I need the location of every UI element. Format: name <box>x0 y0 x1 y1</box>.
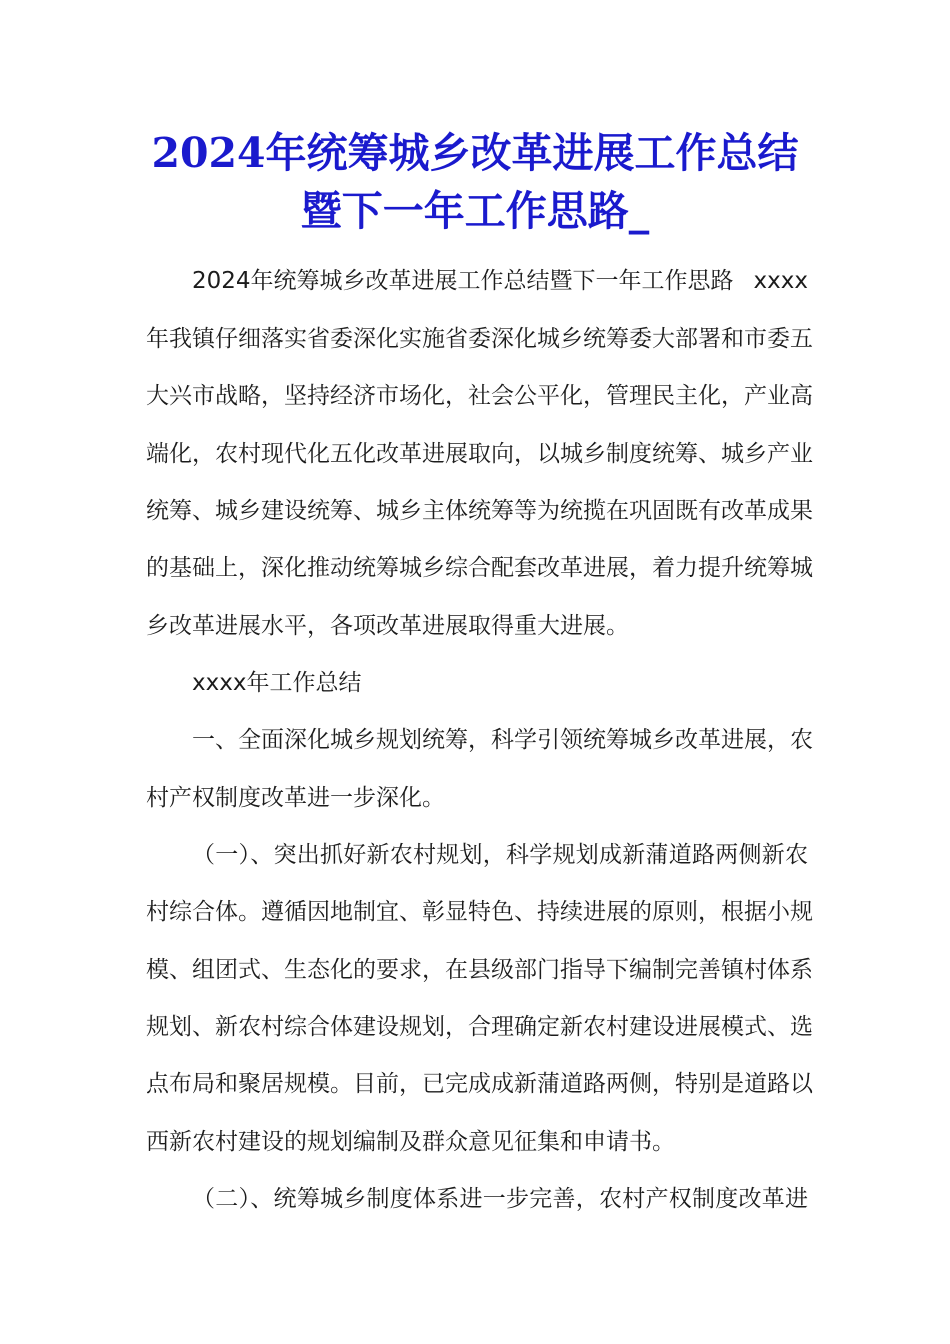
lead-line <box>192 266 808 296</box>
body-line: 点布局和聚居规模。目前，已完成成新蒲道路两侧，特别是道路以 <box>146 1071 813 1097</box>
lead-year: xxxx <box>753 268 808 294</box>
document-title-line-1: 2024年统筹城乡改革进展工作总结 <box>151 129 799 177</box>
body-line: 西新农村建设的规划编制及群众意见征集和申请书。 <box>146 1129 675 1155</box>
body-line: 大兴市战略，坚持经济市场化，社会公平化，管理民主化，产业高 <box>146 383 813 409</box>
body-line: （一）、突出抓好新农村规划，科学规划成新蒲道路两侧新农 <box>192 842 808 868</box>
section-heading: xxxx年工作总结 <box>192 670 362 696</box>
body-line: 统筹、城乡建设统筹、城乡主体统筹等为统揽在巩固既有改革成果 <box>146 498 813 524</box>
body-line: 一、全面深化城乡规划统筹，科学引领统筹城乡改革进展，农 <box>192 727 813 753</box>
body-line: 年我镇仔细落实省委深化实施省委深化城乡统筹委大部署和市委五 <box>146 326 813 352</box>
body-line: 村综合体。遵循因地制宜、彰显特色、持续进展的原则，根据小规 <box>146 899 813 925</box>
body-line: 村产权制度改革进一步深化。 <box>146 785 445 811</box>
body-line: 规划、新农村综合体建设规划，合理确定新农村建设进展模式、选 <box>146 1014 813 1040</box>
lead-text: 2024年统筹城乡改革进展工作总结暨下一年工作思路 <box>192 268 734 294</box>
body-line: 模、组团式、生态化的要求，在县级部门指导下编制完善镇村体系 <box>146 957 813 983</box>
body-line: （二）、统筹城乡制度体系进一步完善，农村产权制度改革进 <box>192 1186 808 1212</box>
body-line: 的基础上，深化推动统筹城乡综合配套改革进展，着力提升统筹城 <box>146 555 813 581</box>
body-line: 乡改革进展水平，各项改革进展取得重大进展。 <box>146 613 629 639</box>
document-title-line-2: 暨下一年工作思路_ <box>300 187 650 235</box>
body-line: 端化，农村现代化五化改革进展取向，以城乡制度统筹、城乡产业 <box>146 441 813 467</box>
